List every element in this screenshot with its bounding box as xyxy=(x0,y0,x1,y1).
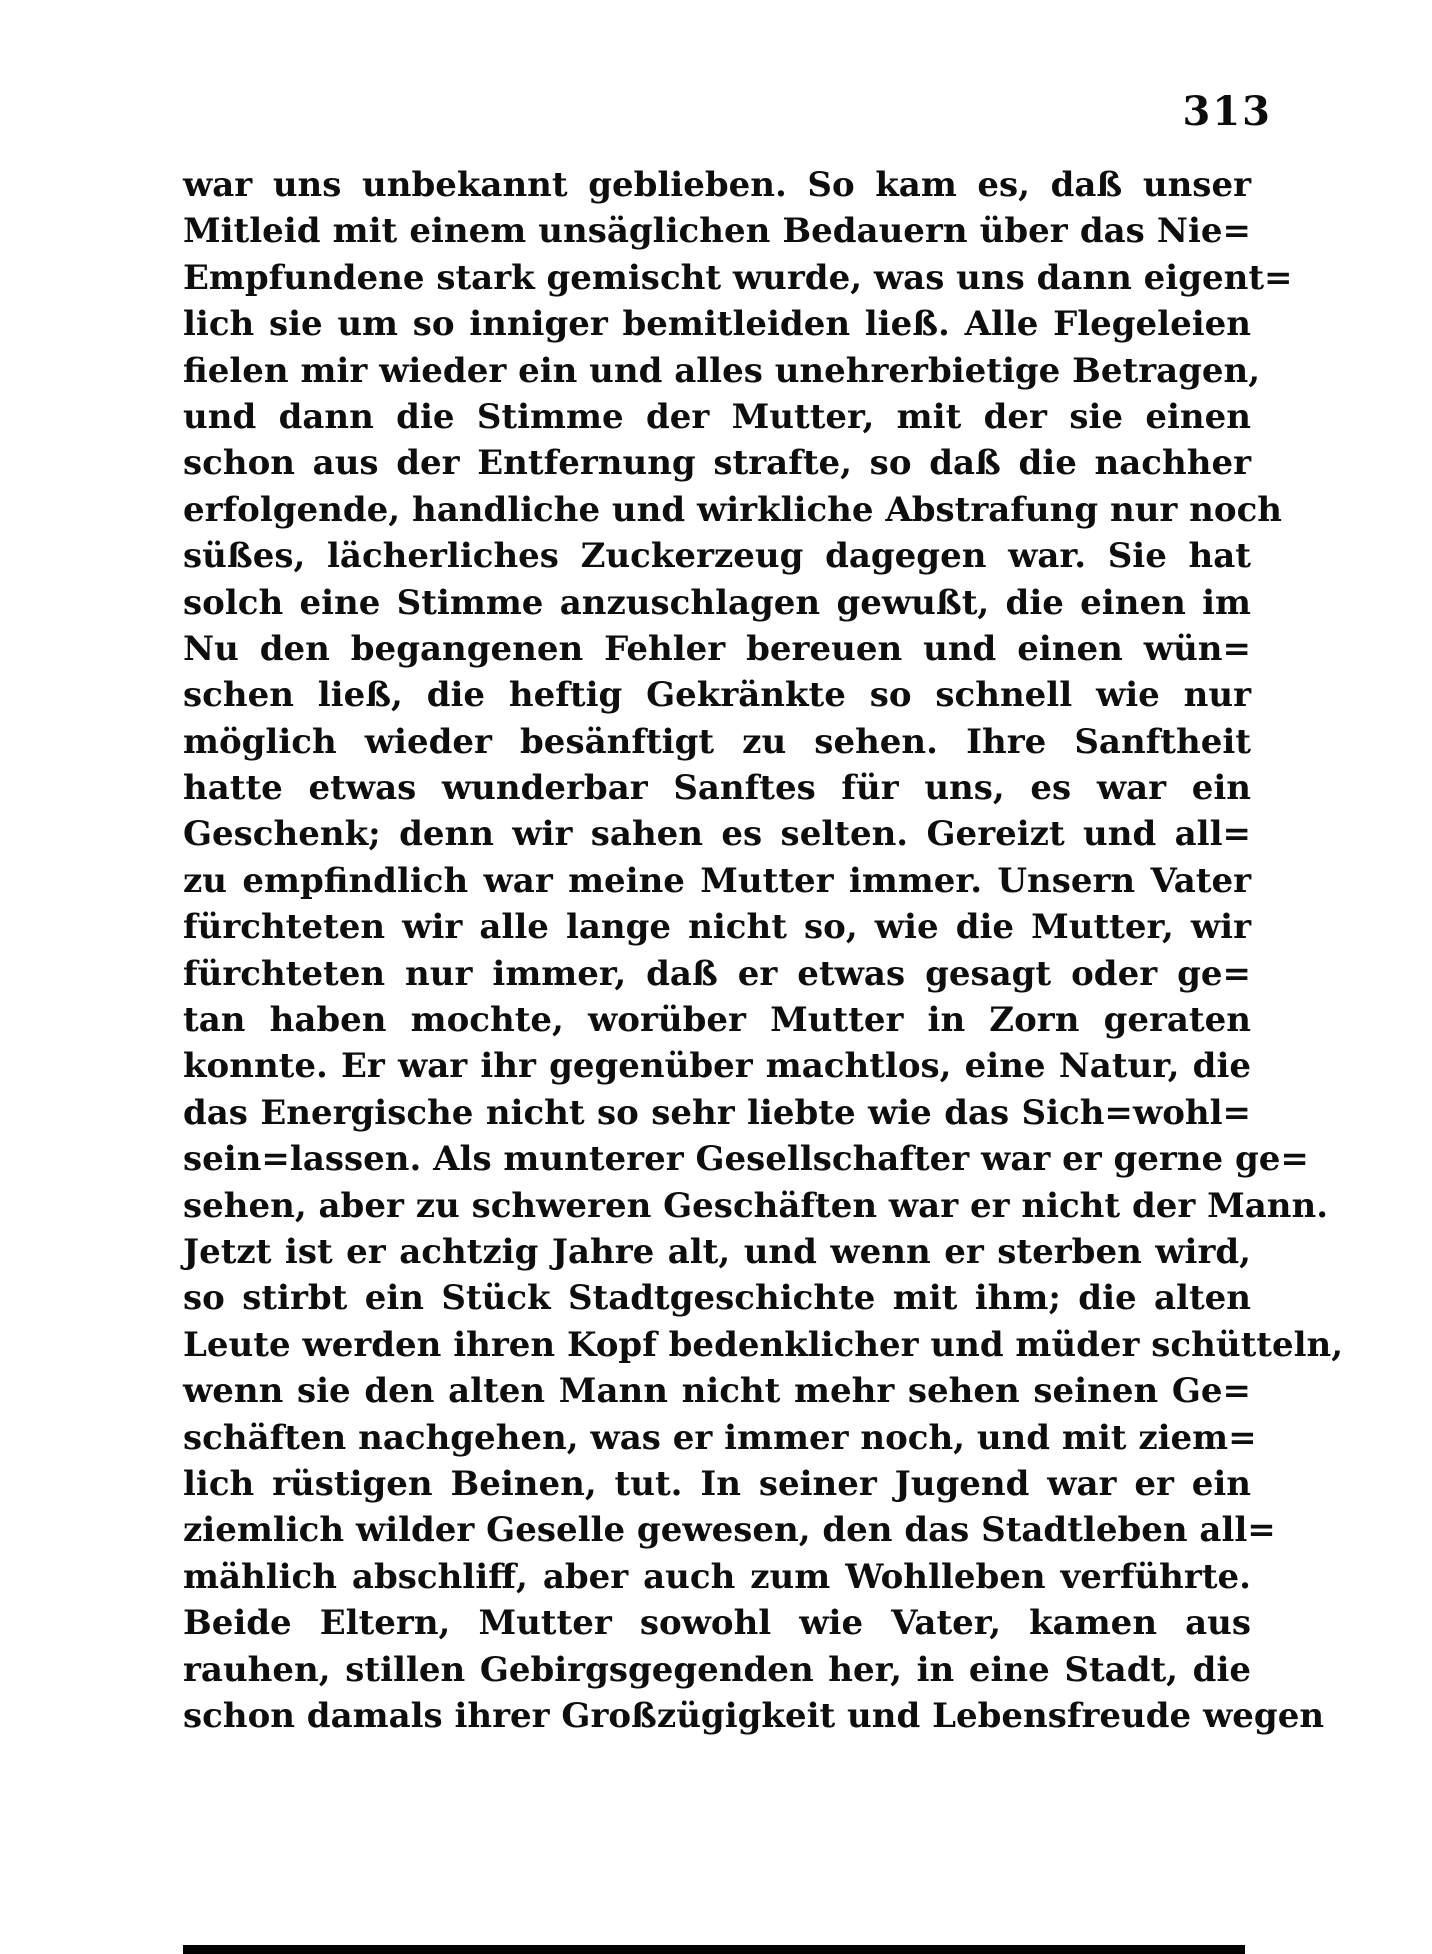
text-line: lich rüstigen Beinen, tut. In seiner Jugend war er ein xyxy=(183,1463,1251,1504)
text-line: mählich abschliff, aber auch zum Wohlleben verführte. xyxy=(183,1556,1251,1597)
text-line: ziemlich wilder Geselle gewesen, den das Stadtleben all= xyxy=(183,1510,1276,1551)
text-line: Empfundene stark gemischt wurde, was uns dann eigent= xyxy=(183,257,1293,298)
text-line: schon damals ihrer Großzügigkeit und Lebensfreude wegen xyxy=(183,1695,1325,1736)
scan-edge-artifact xyxy=(183,1945,1245,1954)
page-number: 313 xyxy=(1182,88,1272,135)
text-line: Leute werden ihren Kopf bedenklicher und müder schütteln, xyxy=(183,1324,1344,1365)
text-line: das Energische nicht so sehr liebte wie das Sich=wohl= xyxy=(183,1092,1251,1133)
text-line: Beide Eltern, Mutter sowohl wie Vater, kamen aus xyxy=(183,1603,1251,1644)
text-line: sein=lassen. Als munterer Gesellschafter war er gerne ge= xyxy=(183,1139,1309,1180)
text-line: schen ließ, die heftig Gekränkte so schnell wie nur xyxy=(183,675,1251,716)
text-line: sehen, aber zu schweren Geschäften war er nicht der Mann. xyxy=(183,1185,1329,1226)
body-text-block xyxy=(183,162,1344,1739)
text-line: solch eine Stimme anzuschlagen gewußt, die einen im xyxy=(183,582,1251,623)
text-line: erfolgende, handliche und wirkliche Abstrafung nur noch xyxy=(183,489,1282,530)
text-line: konnte. Er war ihr gegenüber machtlos, eine Natur, die xyxy=(183,1046,1251,1087)
text-line: und dann die Stimme der Mutter, mit der sie einen xyxy=(183,396,1251,437)
text-line: fürchteten wir alle lange nicht so, wie die Mutter, wir xyxy=(183,907,1251,948)
text-line: rauhen, stillen Gebirgsgegenden her, in eine Stadt, die xyxy=(183,1649,1251,1690)
text-line: zu empfindlich war meine Mutter immer. Unsern Vater xyxy=(183,860,1251,901)
text-line: fürchteten nur immer, daß er etwas gesagt oder ge= xyxy=(183,953,1251,994)
text-line: süßes, lächerliches Zuckerzeug dagegen war. Sie hat xyxy=(183,536,1251,577)
text-line: möglich wieder besänftigt zu sehen. Ihre Sanftheit xyxy=(183,721,1251,762)
text-line: lich sie um so inniger bemitleiden ließ. Alle Flegeleien xyxy=(183,304,1251,345)
text-line: hatte etwas wunderbar Sanftes für uns, es war ein xyxy=(183,768,1251,809)
text-line: Geschenk; denn wir sahen es selten. Gereizt und all= xyxy=(183,814,1251,855)
text-line: wenn sie den alten Mann nicht mehr sehen seinen Ge= xyxy=(183,1371,1251,1412)
text-line: fielen mir wieder ein und alles unehrerbietige Betragen, xyxy=(183,350,1261,391)
text-line: schäften nachgehen, was er immer noch, und mit ziem= xyxy=(183,1417,1257,1458)
text-line: Nu den begangenen Fehler bereuen und einen wün= xyxy=(183,628,1251,669)
text-line: schon aus der Entfernung strafte, so daß die nachher xyxy=(183,443,1251,484)
text-line: tan haben mochte, worüber Mutter in Zorn geraten xyxy=(183,1000,1251,1041)
text-line: so stirbt ein Stück Stadtgeschichte mit ihm; die alten xyxy=(183,1278,1251,1319)
text-line: Jetzt ist er achtzig Jahre alt, und wenn er sterben wird, xyxy=(183,1231,1251,1272)
text-line: Mitleid mit einem unsäglichen Bedauern über das Nie= xyxy=(183,211,1251,252)
text-line: war uns unbekannt geblieben. So kam es, daß unser xyxy=(183,165,1251,205)
